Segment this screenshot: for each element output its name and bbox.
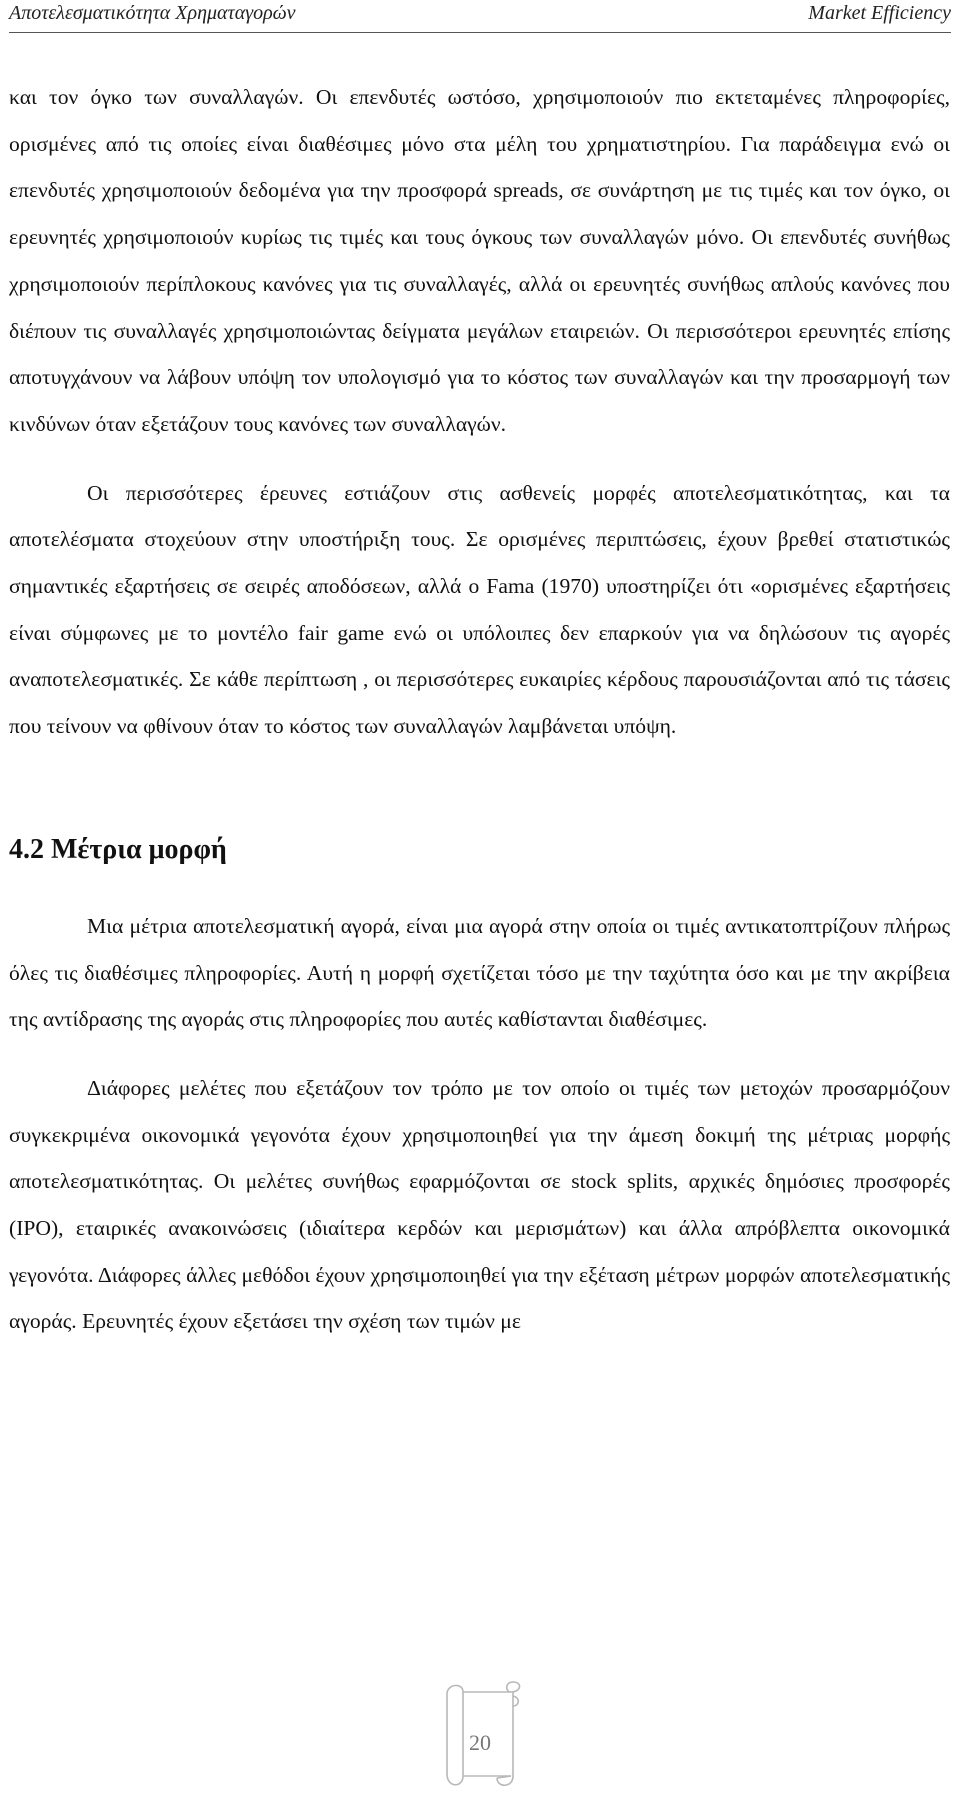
page-footer <box>415 1676 545 1796</box>
page-number: 20 <box>469 1730 491 1755</box>
paragraph-3: Μια μέτρια αποτελεσματική αγορά, είναι μια αγορά στην οποία οι τιμές αντικατοπτρίζουν πλήρως όλες τις διαθέσιμες πληροφορίες. Αυτή η μορφή σχετίζεται τόσο με την ταχύτητα όσο και με την ακρίβεια της αντίδρασης της αγοράς στις πληροφορίες που αυτές καθίστανται διαθέσιμες. <box>9 913 950 1032</box>
paragraph-2: Οι περισσότερες έρευνες εστιάζουν στις ασθενείς μορφές αποτελεσματικότητας, και τα αποτελέσματα στοχεύουν στην υποστήριξη τους. Σε ορισμένες περιπτώσεις, έχουν βρεθεί στατιστικώς σημαντικές εξαρτήσεις σε σειρές αποδόσεων, αλλά ο Fama (1970) υποστηρίζει ότι «ορισμένες εξαρτήσεις είναι σύμφωνες με το μοντέλο fair game ενώ οι υπόλοιπες δεν επαρκούν για να δηλώσουν τις αγορές αναποτελεσματικές. Σε κάθε περίπτωση , οι περισσότερες ευκαιρίες κέρδους παρουσιάζονται από τις τάσεις που τείνουν να φθίνουν όταν το κόστος των συναλλαγών λαμβάνεται υπόψη. <box>9 480 950 739</box>
section-heading: 4.2 Μέτρια μορφή <box>9 833 227 865</box>
paragraph-4: Διάφορες μελέτες που εξετάζουν τον τρόπο με τον οποίο οι τιμές των μετοχών προσαρμόζουν συγκεκριμένα οικονομικά γεγονότα έχουν χρησιμοποιηθεί για την άμεση δοκιμή της μέτριας μορφής αποτελεσματικότητας. Οι μελέτες συνήθως εφαρμόζονται σε stock splits, αρχικές δημόσιες προσφορές (IPO), εταιρικές ανακοινώσεις (ιδιαίτερα κερδών και μερισμάτων) και άλλα απρόβλεπτα οικονομικά γεγονότα. Διάφορες άλλες μεθόδοι έχουν χρησιμοποιηθεί για την εξέταση μέτρων μορφών αποτελεσματικής αγοράς. Ερευνητές έχουν εξετάσει την σχέση των τιμών με <box>9 1075 950 1334</box>
paragraph-1: και τον όγκο των συναλλαγών. Οι επενδυτές ωστόσο, χρησιμοποιούν πιο εκτεταμένες πληροφορίες, ορισμένες από τις οποίες είναι διαθέσιμες μόνο στα μέλη του χρηματιστηρίου. Για παράδειγμα ενώ οι επενδυτές χρησιμοποιούν δεδομένα για την προσφορά spreads, σε συνάρτηση με τις τιμές και τον όγκο, οι ερευνητές χρησιμοποιούν κυρίως τις τιμές και τους όγκους των συναλλαγών μόνο. Οι επενδυτές συνήθως χρησιμοποιούν περίπλοκους κανόνες για τις συναλλαγές, αλλά οι ερευνητές συνήθως απλούς κανόνες που διέπουν τις συναλλαγές χρησιμοποιώντας δείγματα μεγάλων εταιρειών. Οι περισσότεροι ερευνητές επίσης αποτυγχάνουν να λάβουν υπόψη τον υπολογισμό για το κόστος των συναλλαγών και την προσαρμογή των κινδύνων όταν εξετάζουν τους κανόνες των συναλλαγών. <box>9 85 950 436</box>
page-header <box>9 0 951 33</box>
header-left-title: Αποτελεσματικότητα Χρηματαγορών <box>9 2 296 24</box>
header-right-title: Market Efficiency <box>808 2 951 24</box>
document-body <box>9 74 950 1345</box>
